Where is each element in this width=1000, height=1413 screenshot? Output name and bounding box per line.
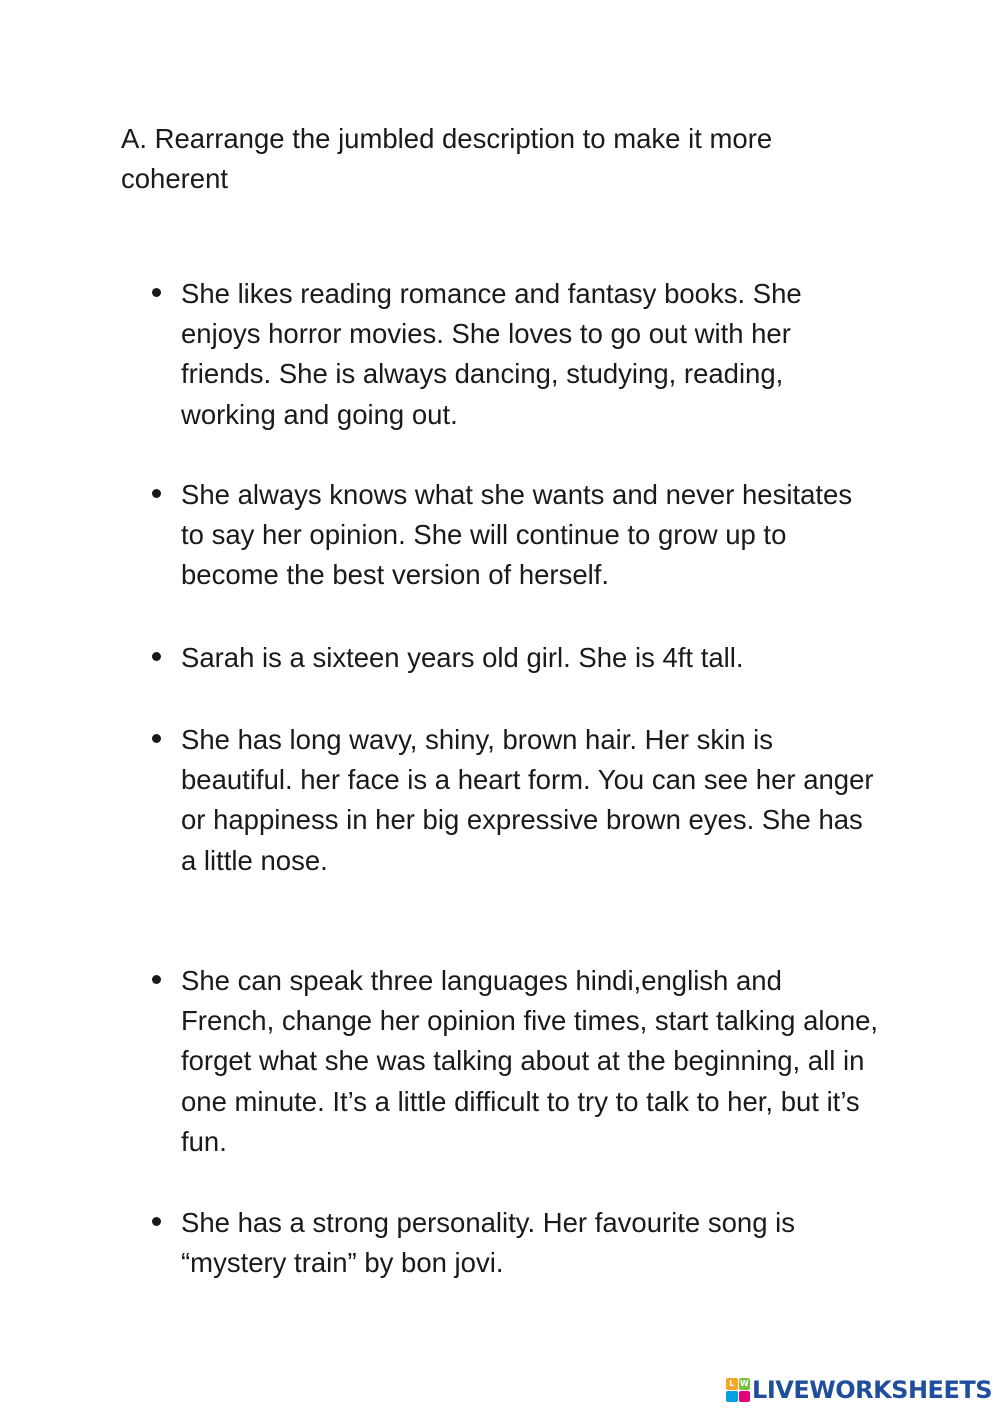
list-item-text: She always knows what she wants and never hesitates to say her opinion. She will continue to grow up to become the best version of herself. [181,479,853,591]
list-item [181,638,881,678]
list-item-text: Sarah is a sixteen years old girl. She is 4ft tall. [181,642,744,673]
liveworksheets-logo [726,1375,992,1405]
list-item [181,274,881,435]
bullet-icon [152,489,161,498]
list-item-text: She has a strong personality. Her favourite song is “mystery train” by bon jovi. [181,1207,795,1279]
logo-square-icon: L [726,1378,738,1390]
list-item-text: She can speak three languages hindi,english and French, change her opinion five times, start talking alone, forget what she was talking about at the beginning, all in one minute. It’s a little difficult to try to talk to her, but it’s fun. [181,965,879,1157]
list-item [181,720,881,881]
list-item [181,961,881,1162]
list-item [181,1203,881,1283]
bullet-icon [152,652,161,661]
logo-square-icon [726,1391,738,1403]
list-item-text: She likes reading romance and fantasy books. She enjoys horror movies. She loves to go out with her friends. She is always dancing, studying, reading, working and going out. [181,278,802,430]
logo-square-icon: W [739,1379,749,1388]
list-item-text: She has long wavy, shiny, brown hair. Her skin is beautiful. her face is a heart form. You can see her anger or happiness in her big expressive brown eyes. She has a little nose. [181,724,874,876]
bullet-icon [152,288,161,297]
list-item [181,475,881,596]
bullet-icon [152,1217,161,1226]
logo-mark-icon [726,1378,750,1402]
bullet-icon [152,975,161,984]
instruction-heading: A. Rearrange the jumbled description to make it more coherent [121,123,773,194]
logo-square-icon [739,1391,751,1403]
brand-name: LIVEWORKSHEETS [752,1376,992,1404]
bullet-icon [152,734,161,743]
